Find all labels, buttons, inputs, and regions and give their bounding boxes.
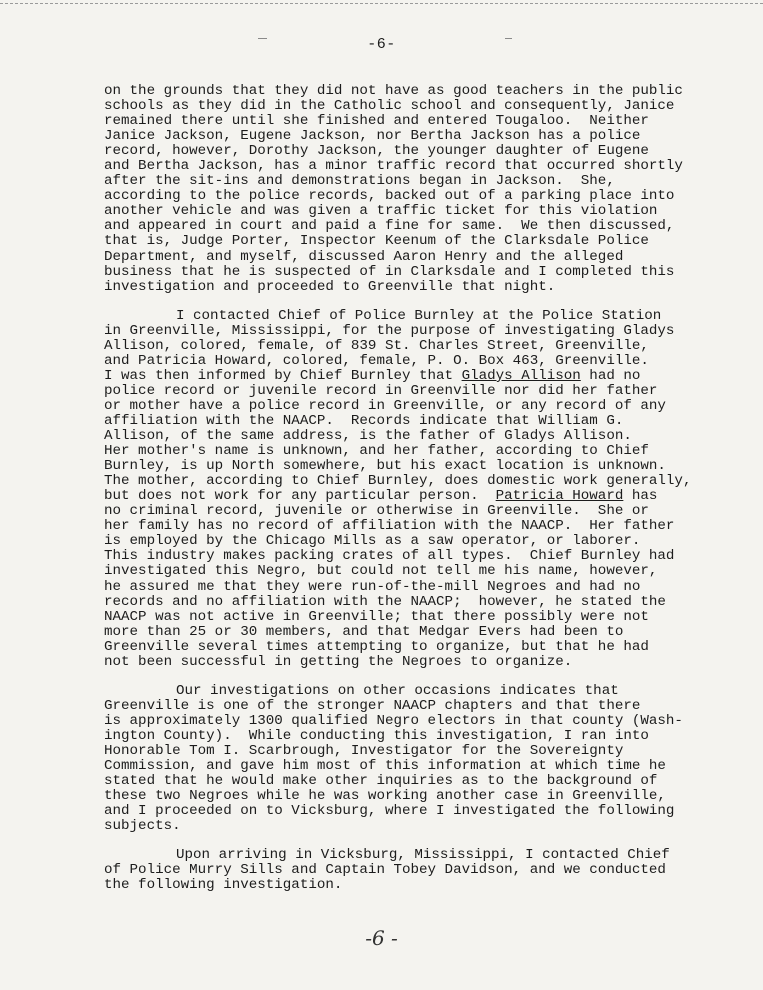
text-line: record, however, Dorothy Jackson, the younger daughter of Eugene <box>104 143 649 160</box>
text-line: that is, Judge Porter, Inspector Keenum of the Clarksdale Police <box>104 233 649 250</box>
text-line: ington County). While conducting this investigation, I ran into <box>104 727 649 744</box>
text-line: and appeared in court and paid a fine for same. We then discussed, <box>104 218 675 235</box>
text-line: affiliation with the NAACP. Records indicate that William G. <box>104 412 624 429</box>
text-line: and Patricia Howard, colored, female, P. O. Box 463, Greenville. <box>104 352 649 369</box>
text-line: NAACP was not active in Greenville; that there possibly were not <box>104 608 649 625</box>
text-line: stated that he would make other inquiries as to the background of <box>104 773 658 790</box>
text-line: Department, and myself, discussed Aaron Henry and the alleged <box>104 248 624 265</box>
text-line: records and no affiliation with the NAACP; however, he stated the <box>104 593 666 610</box>
document-body <box>104 84 732 893</box>
text-line: Our investigations on other occasions indicates that <box>176 682 619 699</box>
text-line: Allison, of the same address, is the father of Gladys Allison. <box>104 428 632 445</box>
text-line: schools as they did in the Catholic school and consequently, Janice <box>104 98 675 115</box>
text-line: according to the police records, backed out of a parking place into <box>104 188 675 205</box>
text-line: business that he is suspected of in Clarksdale and I completed this <box>104 263 675 280</box>
text-line: The mother, according to Chief Burnley, does domestic work generally, <box>104 473 692 490</box>
underlined-name: Gladys Allison <box>461 367 581 384</box>
text-line: I was then informed by Chief Burnley that Gladys Allison had no <box>104 367 641 384</box>
text-line: her family has no record of affiliation with the NAACP. Her father <box>104 518 675 535</box>
text-line: Her mother's name is unknown, and her father, according to Chief <box>104 443 649 460</box>
text-line: he assured me that they were run-of-the-mill Negroes and had no <box>104 578 641 595</box>
text-line: is approximately 1300 qualified Negro electors in that county (Wash- <box>104 712 683 729</box>
text-line: police record or juvenile record in Greenville nor did her father <box>104 382 658 399</box>
text-line: investigation and proceeded to Greenville that night. <box>104 278 556 295</box>
text-line: Commission, and gave him most of this information at which time he <box>104 758 666 775</box>
text-line: remained there until she finished and entered Tougaloo. Neither <box>104 113 649 130</box>
text-line: after the sit-ins and demonstrations began in Jackson. She, <box>104 173 615 190</box>
text-line: Greenville is one of the stronger NAACP chapters and that there <box>104 697 641 714</box>
paragraph <box>104 84 732 295</box>
text-line: Allison, colored, female, of 839 St. Charles Street, Greenville, <box>104 337 649 354</box>
text-line: I contacted Chief of Police Burnley at the Police Station <box>176 307 662 324</box>
text-line: Burnley, is up North somewhere, but his exact location is unknown. <box>104 458 666 475</box>
text-line: on the grounds that they did not have as good teachers in the public <box>104 83 683 99</box>
text-line: Honorable Tom I. Scarbrough, Investigator for the Sovereignty <box>104 742 624 759</box>
text-line: the following investigation. <box>104 877 343 894</box>
text-line: is employed by the Chicago Mills as a saw operator, or laborer. <box>104 533 641 550</box>
text-line: or mother have a police record in Greenville, or any record of any <box>104 397 666 414</box>
handwritten-page-number: -6 - <box>365 926 398 950</box>
text-line: of Police Murry Sills and Captain Tobey Davidson, and we conducted <box>104 862 666 879</box>
page-number-header: -6- <box>367 36 396 53</box>
text-line: This industry makes packing crates of all types. Chief Burnley had <box>104 548 675 565</box>
text-line: these two Negroes while he was working another case in Greenville, <box>104 788 666 805</box>
text-line: subjects. <box>104 818 181 835</box>
underlined-name: Patricia Howard <box>495 488 624 505</box>
text-line: more than 25 or 30 members, and that Medgar Evers had been to <box>104 623 624 640</box>
text-line: investigated this Negro, but could not tell me his name, however, <box>104 563 658 580</box>
text-line: not been successful in getting the Negroes to organize. <box>104 653 573 670</box>
text-line: in Greenville, Mississippi, for the purpose of investigating Gladys <box>104 322 675 339</box>
paragraph <box>104 848 732 893</box>
text-line: but does not work for any particular person. Patricia Howard has <box>104 488 658 505</box>
text-line: Greenville several times attempting to organize, but that he had <box>104 638 649 655</box>
text-line: Upon arriving in Vicksburg, Mississippi, I contacted Chief <box>176 847 670 864</box>
top-border-rule <box>0 0 763 4</box>
text-line: no criminal record, juvenile or otherwise in Greenville. She or <box>104 503 649 520</box>
text-line: and I proceeded on to Vicksburg, where I investigated the following <box>104 803 675 820</box>
text-line: and Bertha Jackson, has a minor traffic record that occurred shortly <box>104 158 683 175</box>
paragraph <box>104 309 732 670</box>
text-line: Janice Jackson, Eugene Jackson, nor Bertha Jackson has a police <box>104 128 641 145</box>
text-line: another vehicle and was given a traffic ticket for this violation <box>104 203 658 220</box>
paragraph <box>104 684 732 834</box>
